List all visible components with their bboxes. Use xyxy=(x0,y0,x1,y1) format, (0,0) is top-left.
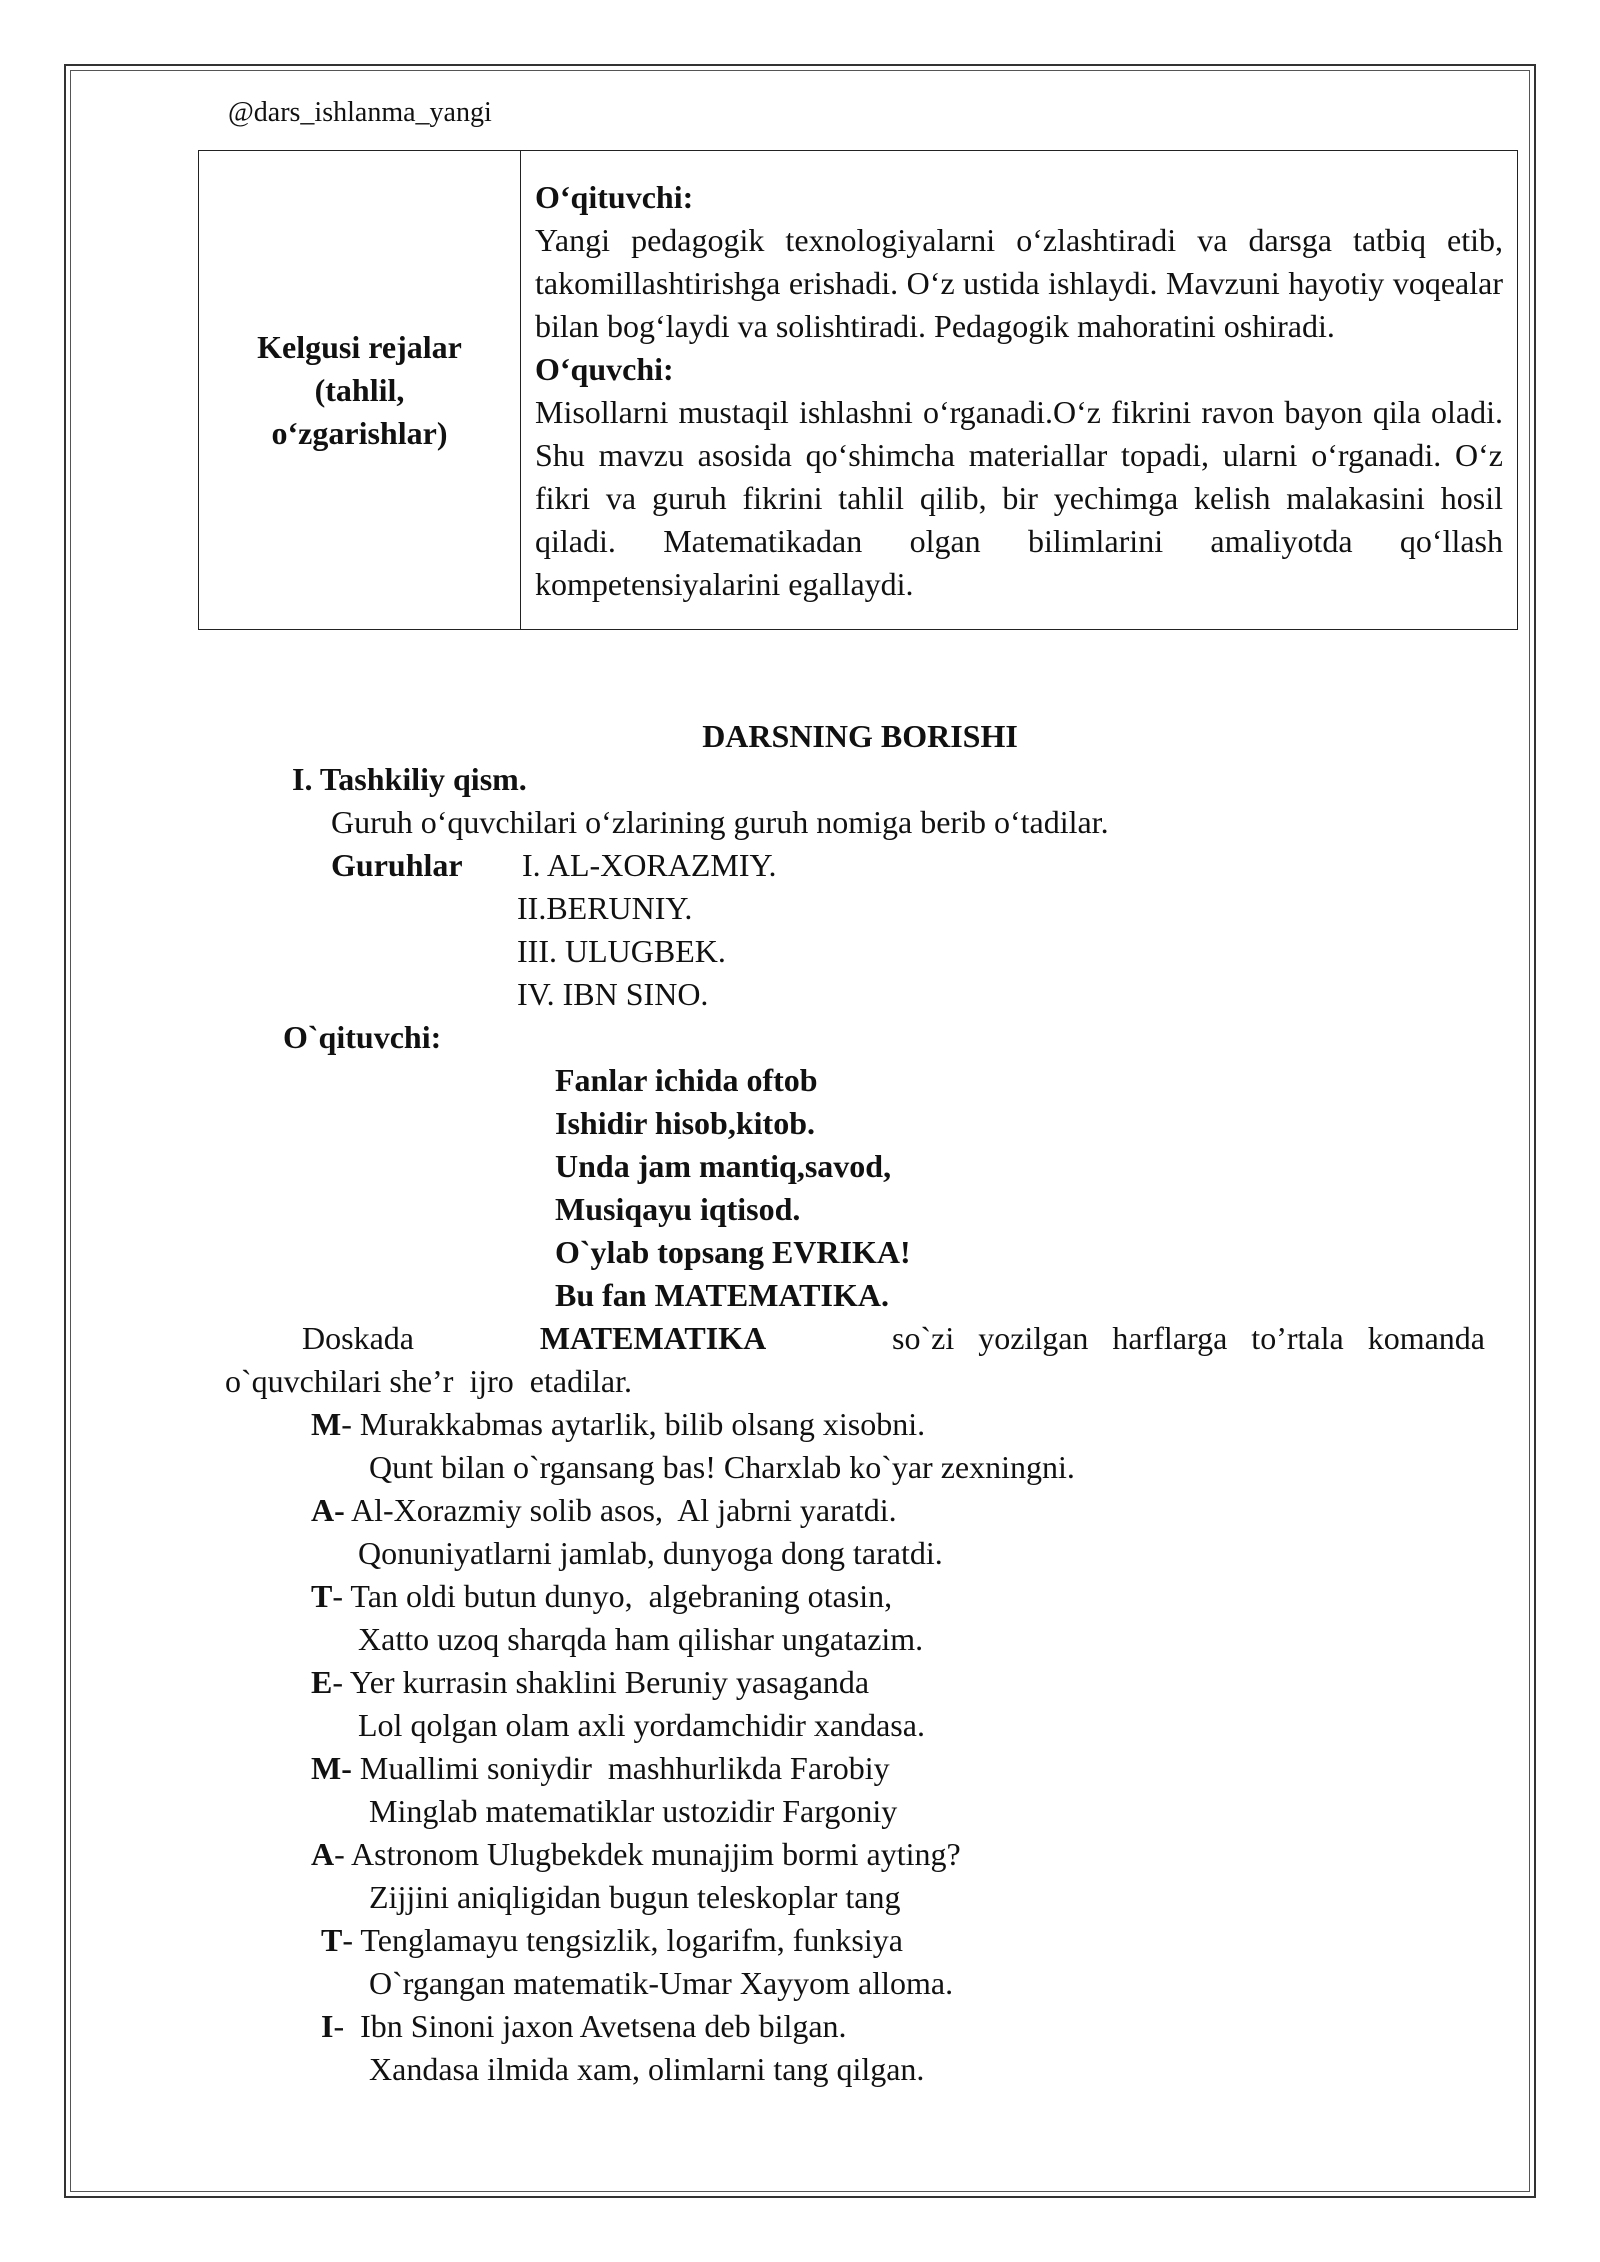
acrostic-letter: A- xyxy=(311,1492,345,1528)
teacher-role-heading: O‘qituvchi: xyxy=(535,179,694,215)
acrostic-line xyxy=(311,1489,897,1532)
acrostic-separator: - xyxy=(342,1922,361,1958)
acrostic-letter: E xyxy=(311,1664,333,1700)
plans-label-line: o‘zgarishlar) xyxy=(271,414,448,451)
acrostic-letter: T xyxy=(311,1578,333,1614)
acrostic-separator: - xyxy=(334,1836,351,1872)
acrostic-verse: Al-Xorazmiy solib asos, Al jabrni yaratdi. xyxy=(351,1492,897,1528)
group-item: I. AL-XORAZMIY. xyxy=(522,847,777,883)
acrostic-separator: - xyxy=(341,1406,360,1442)
plans-label-cell xyxy=(199,151,521,630)
poem-line: Bu fan MATEMATIKA. xyxy=(555,1277,889,1313)
acrostic-verse: Astronom Ulugbekdek munajjim bormi ayting? xyxy=(351,1836,961,1872)
acrostic-separator xyxy=(352,1750,360,1786)
teacher-label: O`qituvchi: xyxy=(283,1019,442,1055)
student-role-heading: O‘quvchi: xyxy=(535,351,674,387)
acrostic-verse-cont: Zijjini aniqligidan bugun teleskoplar tang xyxy=(369,1879,901,1915)
acrostic-letter: M xyxy=(311,1406,342,1442)
intro-text: Guruh o‘quvchilari o‘zlarining guruh nomiga berib o‘tadilar. xyxy=(331,804,1109,840)
board-para-word: MATEMATIKA xyxy=(539,1320,767,1356)
acrostic-verse-cont: Qunt bilan o`rgansang bas! Charxlab ko`yar zexningni. xyxy=(369,1449,1075,1485)
board-paragraph-line2: o`quvchilari she’r ijro etadilar. xyxy=(225,1363,632,1399)
acrostic-letter: T xyxy=(321,1922,343,1958)
acrostic-line xyxy=(311,1747,890,1790)
poem-line: O`ylab topsang EVRIKA! xyxy=(555,1234,911,1270)
acrostic-letter: A xyxy=(311,1836,335,1872)
groups-label: Guruhlar xyxy=(331,847,463,883)
plans-label-line: Kelgusi rejalar xyxy=(257,328,462,365)
plans-label-line: (tahlil, xyxy=(314,371,405,408)
teacher-plan-text: Yangi pedagogik texnologiyalarni o‘zlashtiradi va darsga tatbiq etib, takomillashtirishga erishadi. O‘z ustida ishlaydi. Mavzuni hayotiy voqealar bilan bog‘laydi va solishtiradi. Pedagogik mahoratini oshiradi. xyxy=(535,222,1503,344)
acrostic-verse-cont: Minglab matematiklar ustozidir Fargoniy xyxy=(369,1793,898,1829)
acrostic-verse: Muallimi soniydir mashhurlikda Farobiy xyxy=(359,1750,890,1786)
acrostic-verse-cont: Xandasa ilmida xam, olimlarni tang qilgan. xyxy=(369,2051,925,2087)
acrostic-verse-cont: Qonuniyatlarni jamlab, dunyoga dong taratdi. xyxy=(358,1535,943,1571)
acrostic-line xyxy=(321,2005,847,2048)
acrostic-verse: Ibn Sinoni jaxon Avetsena deb bilgan. xyxy=(360,2008,847,2044)
acrostic-letter: M- xyxy=(311,1750,352,1786)
group-item: III. ULUGBEK. xyxy=(517,933,726,969)
board-para-after: so`zi yozilgan harflarga to’rtala komanda xyxy=(892,1320,1485,1356)
student-plan-text: Misollarni mustaqil ishlashni o‘rganadi.O‘z fikrini ravon bayon qila oladi. Shu mavzu asosida qo‘shimcha materiallar topadi, ularni o‘rganadi. O‘z fikri va guruh fikrini tahlil qilib, bir yechimga kelish malakasini hosil qiladi. Matematikadan olgan bilimlarini amaliyotda qo‘llash kompetensiyalarini egallaydi. xyxy=(535,394,1503,602)
acrostic-line xyxy=(321,1919,903,1962)
board-paragraph-line1 xyxy=(302,1317,1485,1360)
poem-line: Unda jam mantiq,savod, xyxy=(555,1148,892,1184)
acrostic-verse-cont: Lol qolgan olam axli yordamchidir xandasa. xyxy=(358,1707,925,1743)
acrostic-verse-cont: Xatto uzoq sharqda ham qilishar ungatazim. xyxy=(358,1621,924,1657)
acrostic-line xyxy=(311,1403,925,1446)
plans-table xyxy=(198,150,1518,630)
acrostic-separator: - xyxy=(332,1578,351,1614)
plans-content-cell xyxy=(521,151,1518,630)
acrostic-verse: Murakkabmas aytarlik, bilib olsang xisobni. xyxy=(359,1406,926,1442)
acrostic-separator: - xyxy=(332,1664,350,1700)
acrostic-line xyxy=(311,1833,961,1876)
acrostic-verse-cont: O`rgangan matematik-Umar Xayyom alloma. xyxy=(369,1965,954,2001)
board-para-before: Doskada xyxy=(302,1320,414,1356)
acrostic-verse: Tenglamayu tengsizlik, logarifm, funksiya xyxy=(360,1922,903,1958)
acrostic-line xyxy=(311,1575,892,1618)
poem-line: Fanlar ichida oftob xyxy=(555,1062,818,1098)
poem-line: Ishidir hisob,kitob. xyxy=(555,1105,815,1141)
part1-title: I. Tashkiliy qism. xyxy=(292,761,527,797)
section-title: DARSNING BORISHI xyxy=(702,718,1018,754)
poem-line: Musiqayu iqtisod. xyxy=(555,1191,801,1227)
acrostic-verse: Tan oldi butun dunyo, algebraning otasin, xyxy=(350,1578,893,1614)
acrostic-verse: Yer kurrasin shaklini Beruniy yasaganda xyxy=(349,1664,870,1700)
group-item: II.BERUNIY. xyxy=(517,890,693,926)
acrostic-separator: - xyxy=(333,2008,361,2044)
group-item: IV. IBN SINO. xyxy=(517,976,709,1012)
channel-handle: @dars_ishlanma_yangi xyxy=(228,97,492,128)
acrostic-letter: I xyxy=(321,2008,334,2044)
acrostic-line xyxy=(311,1661,869,1704)
